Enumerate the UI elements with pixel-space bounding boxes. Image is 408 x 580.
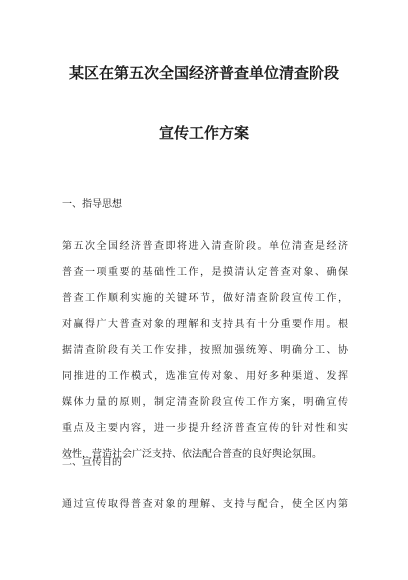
- document-title-line-1: 某区在第五次全国经济普查单位清查阶段: [68, 64, 339, 82]
- body-line: 重点及主要内容，进一步提升经济普查宣传的针对性和实: [62, 423, 348, 434]
- body-line: 对赢得广大普查对象的理解和支持具有十分重要作用。根: [62, 319, 348, 330]
- body-line: 效性，营造社会广泛支持、依法配合普查的良好舆论氛围。: [62, 449, 322, 460]
- body-line: 同推进的工作模式，选准宣传对象、用好多种渠道、发挥: [62, 371, 348, 382]
- section-body-purpose: [62, 498, 348, 524]
- body-line: 第五次全国经济普查即将进入清查阶段。单位清查是经济: [62, 241, 348, 252]
- body-line: 媒体力量的原则，制定清查阶段宣传工作方案，明确宣传: [62, 397, 348, 408]
- body-line: 普查工作顺利实施的关键环节，做好清查阶段宣传工作，: [62, 293, 348, 304]
- body-line: 通过宣传取得普查对象的理解、支持与配合，使全区内第: [62, 499, 348, 510]
- section-heading-guiding-ideology: 一、指导思想: [62, 199, 122, 210]
- body-line: 据清查阶段有关工作安排，按照加强统筹、明确分工、协: [62, 345, 348, 356]
- body-line: 普查一项重要的基础性工作，是摸清认定普查对象、确保: [62, 267, 348, 278]
- document-title-line-2: 宣传工作方案: [158, 124, 249, 142]
- section-heading-purpose: 二、宣传目的: [62, 457, 122, 468]
- section-body-guiding-ideology: [62, 240, 348, 474]
